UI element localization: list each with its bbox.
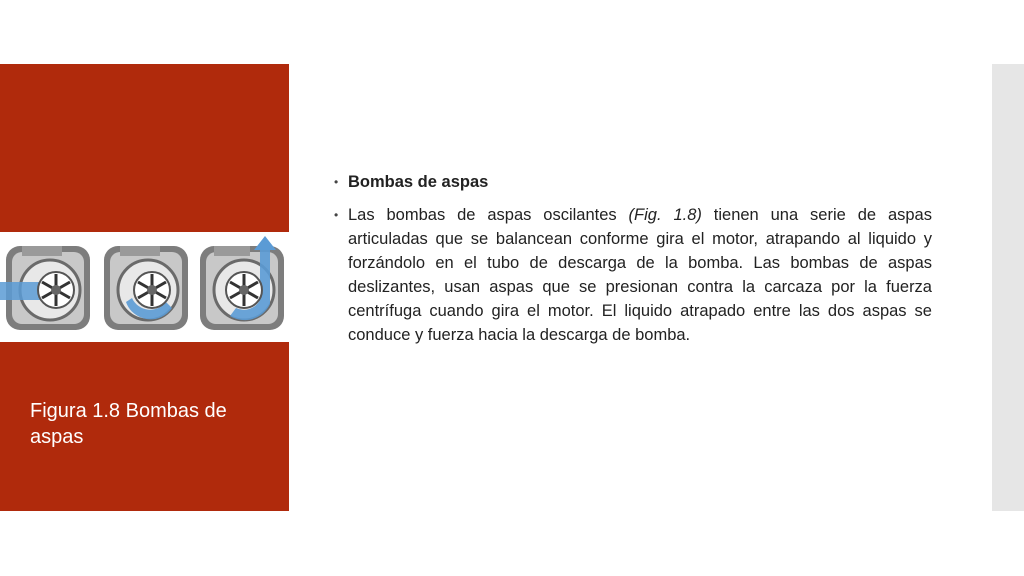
- section-heading: Bombas de aspas: [348, 173, 489, 191]
- bullet-dot-icon: •: [334, 175, 339, 189]
- bullet-paragraph: [334, 203, 932, 347]
- figure-image: [0, 232, 289, 342]
- slide-body: [334, 170, 932, 356]
- pump-stage-2-icon: [104, 246, 188, 330]
- paragraph-rest: tienen una serie de aspas articuladas que se balancean conforme gira el motor, atrapando al liquido y forzándolo en el tubo de descarga de la bomba. Las bombas de aspas deslizantes, usan aspas que se presionan contra la carcaza por la fuerza centrífuga cuando gira el motor. El liquido atrapado entre las dos aspas se conduce y fuerza hacia la descarga de bomba.: [348, 206, 932, 344]
- scrollbar[interactable]: [992, 64, 1024, 511]
- pump-stage-3-icon: [200, 236, 284, 330]
- figure-caption: Figura 1.8 Bombas de aspas: [30, 400, 227, 448]
- paragraph-start: Las bombas de aspas oscilantes: [348, 206, 629, 224]
- bullet-heading: [334, 170, 932, 194]
- body-paragraph: [348, 203, 932, 347]
- bullet-dot-icon: •: [334, 208, 339, 222]
- figure-reference: (Fig. 1.8): [628, 206, 702, 224]
- pump-stage-1-icon: [0, 246, 90, 330]
